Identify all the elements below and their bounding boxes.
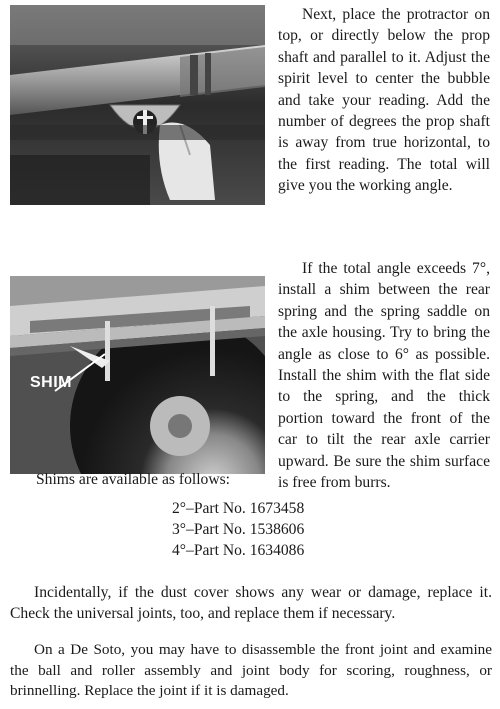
list-item: 4°–Part No. 1634086 [172,542,305,559]
paragraph-dust-cover: Incidentally, if the dust cover shows any wear or damage, replace it. Check the universal joints, too, and replace them if necessary. [10,584,492,623]
shims-intro: Shims are available as follows: [36,471,231,488]
paragraph-de-soto: On a De Soto, you may have to disassemble the front joint and examine the ball and roller assembly and joint body for scoring, roughness, or brinnelling. Replace the joint if it is damaged. [10,641,492,699]
shim-photo [10,276,265,474]
protractor-photo [10,5,265,205]
paragraph-shim: If the total angle exceeds 7°, install a shim between the rear spring and the spring saddle on the axle housing. Try to bring the angle as close to 6° as possible. Install the shim with the flat side to the spring, and the thick portion toward the front of the car to tilt the rear axle carrier upward. Be sure the shim surface is free from burrs. [278,260,490,492]
paragraph-protractor: Next, place the protractor on top, or directly below the prop shaft and parallel to it. Adjust the spirit level to center the bubble and take your reading. Add the number of degrees the prop shaft is away from true horizontal, to the first reading. The total will give you the working angle. [278,6,490,195]
parts-list [172,498,304,561]
shim-label: SHIM [30,374,72,391]
list-item: 3°–Part No. 1538606 [172,521,305,538]
list-item: 2°–Part No. 1673458 [172,500,305,517]
